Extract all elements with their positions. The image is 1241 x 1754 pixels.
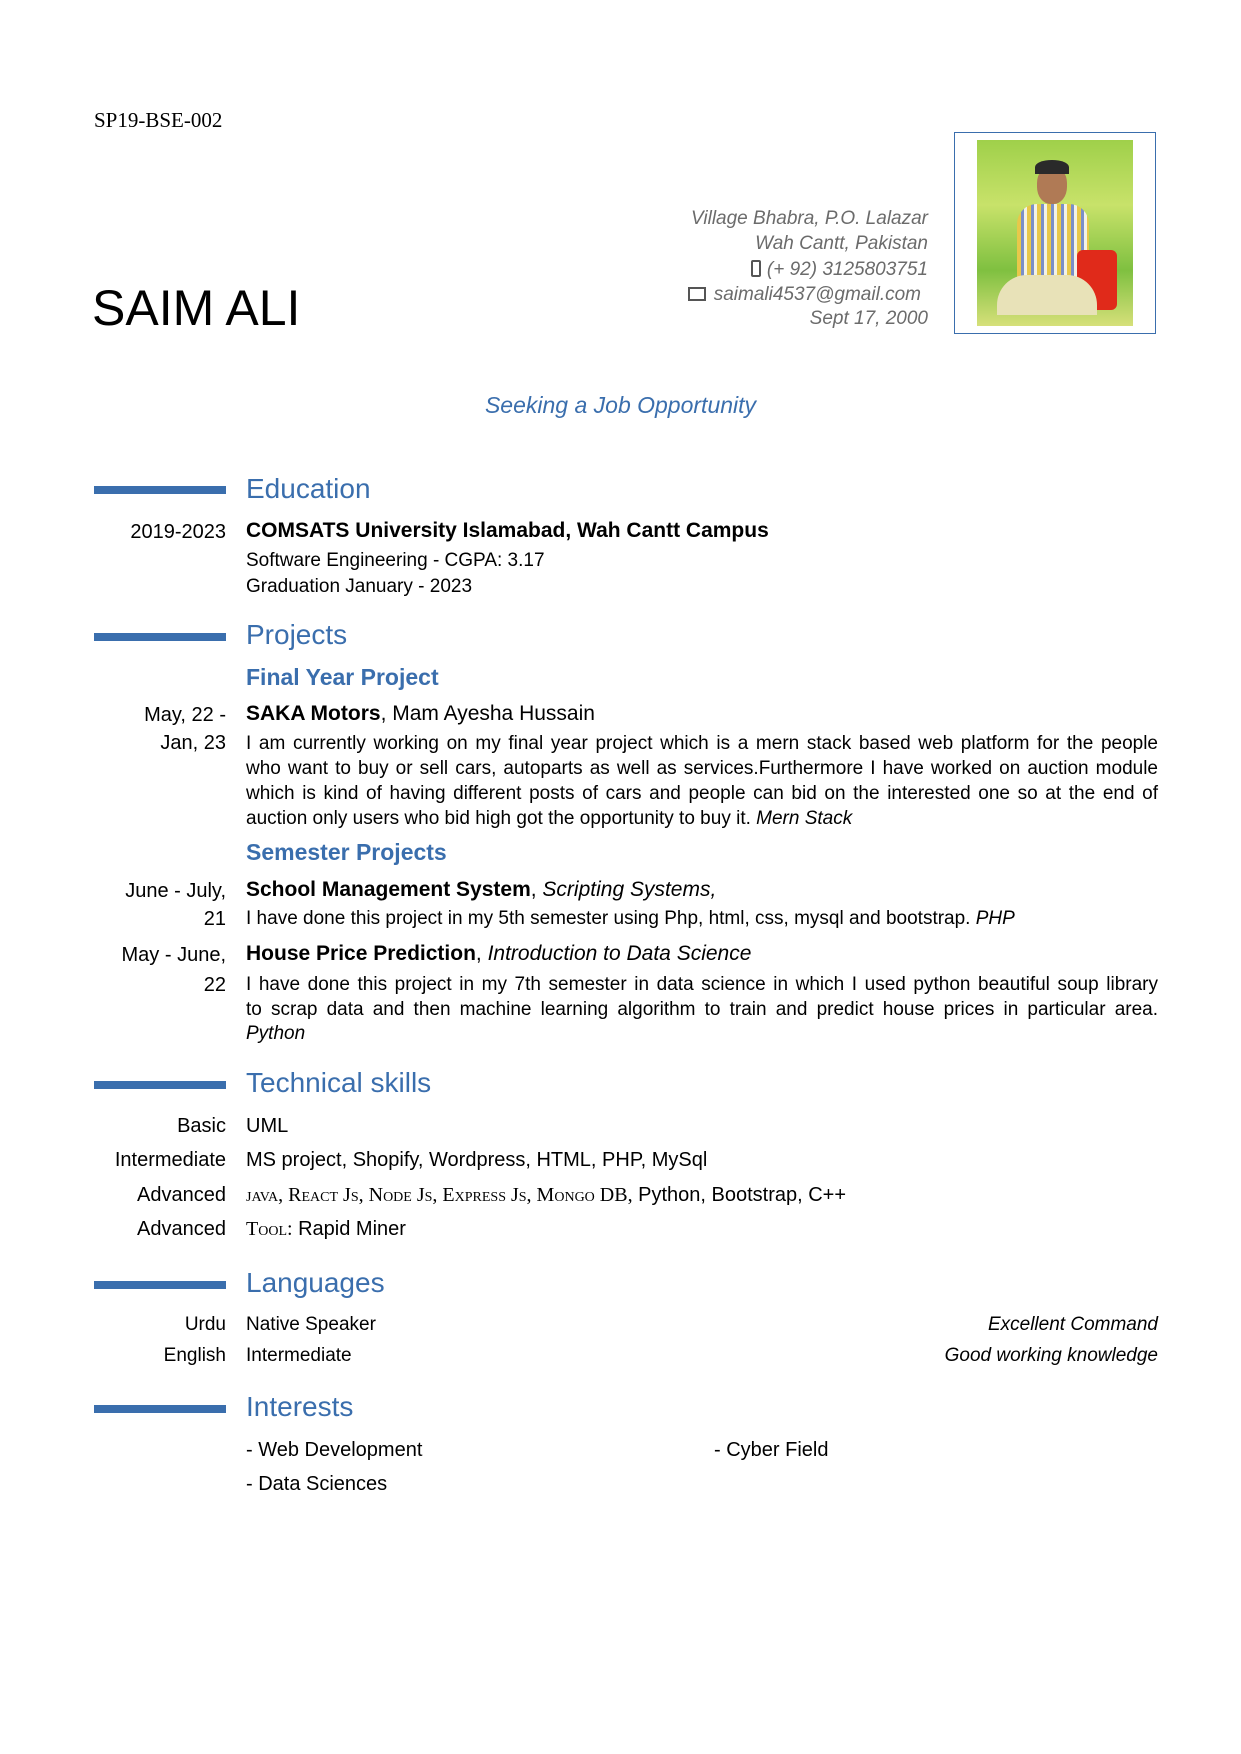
section-title-skills: Technical skills: [246, 1067, 432, 1098]
skill-items: Tool:: [246, 1218, 293, 1240]
phone-icon: [751, 260, 761, 277]
student-id: SP19-BSE-002: [94, 108, 223, 132]
project-name: SAKA Motors: [246, 702, 381, 725]
address-line-1: Village Bhabra, P.O. Lalazar: [691, 208, 928, 229]
language-level: Intermediate: [246, 1345, 352, 1366]
language-name: English: [163, 1345, 226, 1366]
graduation: Graduation January - 2023: [246, 576, 473, 597]
project-date-start: May, 22 -: [144, 704, 226, 726]
project-date-start: June - July,: [125, 880, 226, 902]
skill-items: Python, Bootstrap, C++: [632, 1184, 847, 1206]
career-objective: Seeking a Job Opportunity: [484, 392, 757, 418]
subsection-final-year: Final Year Project: [246, 664, 439, 690]
profile-photo: [954, 132, 1156, 334]
email-link[interactable]: saimali4537@gmail.com: [713, 284, 921, 305]
skill-level: Advanced: [137, 1184, 226, 1206]
interest-item: - Web Development: [246, 1439, 423, 1461]
section-title-interests: Interests: [246, 1391, 354, 1422]
project-description-line: I am currently working on my final year project which is a mern stack based web platform for the people: [246, 733, 1158, 754]
candidate-name: SAIM ALI: [92, 280, 301, 336]
skill-items: java, React Js, Node Js, Express Js, Mongo DB,: [246, 1184, 633, 1206]
project-name: School Management System: [246, 878, 531, 901]
project-tech: Python: [246, 1023, 306, 1044]
section-divider: [94, 1405, 226, 1413]
project-course: Scripting Systems,: [542, 878, 717, 901]
project-description-line: to scrap data and then machine learning algorithm to train and predict house prices in particular area.: [246, 999, 1158, 1020]
project-date-end: 21: [203, 908, 226, 930]
degree: Software Engineering - CGPA: 3.17: [246, 550, 545, 571]
section-title-projects: Projects: [246, 619, 348, 650]
section-divider: [94, 1281, 226, 1289]
email-icon: [688, 287, 706, 301]
section-divider: [94, 633, 226, 641]
section-title-education: Education: [246, 473, 371, 504]
project-description-line: I have done this project in my 5th semester using Php, html, css, mysql and bootstrap.: [246, 908, 971, 929]
project-date-start: May - June,: [121, 944, 226, 966]
address-line-2: Wah Cantt, Pakistan: [755, 233, 928, 254]
project-tech: PHP: [975, 908, 1015, 929]
phone: (+ 92) 3125803751: [766, 259, 928, 280]
project-description-line: which is kind of having different posts of cars and people can bid on the interested one so at the end of: [246, 783, 1158, 804]
school-name: COMSATS University Islamabad, Wah Cantt Campus: [246, 519, 769, 542]
skill-items: UML: [246, 1115, 289, 1137]
project-name: House Price Prediction: [246, 942, 476, 965]
skill-items: MS project, Shopify, Wordpress, HTML, PHP, MySql: [246, 1149, 708, 1171]
section-divider: [94, 1081, 226, 1089]
skill-level: Basic: [177, 1115, 226, 1137]
interest-item: - Data Sciences: [246, 1473, 388, 1495]
skill-level: Advanced: [137, 1218, 226, 1240]
language-name: Urdu: [184, 1314, 226, 1335]
project-supervisor: , Mam Ayesha Hussain: [380, 702, 595, 725]
language-note: Good working knowledge: [944, 1345, 1158, 1366]
project-date-end: 22: [203, 974, 226, 996]
section-divider: [94, 486, 226, 494]
language-note: Excellent Command: [987, 1314, 1158, 1335]
date-of-birth: Sept 17, 2000: [809, 308, 928, 329]
project-description-line: I have done this project in my 7th semester in data science in which I used python beautiful soup library: [246, 974, 1158, 995]
interest-item: - Cyber Field: [714, 1439, 829, 1461]
subsection-semester: Semester Projects: [246, 839, 447, 865]
project-tech: Mern Stack: [756, 808, 853, 829]
project-description-line: auction only users who bid high got the opportunity to buy it.: [246, 808, 751, 829]
section-title-languages: Languages: [246, 1267, 385, 1298]
project-course: Introduction to Data Science: [487, 942, 752, 965]
education-date: 2019-2023: [130, 521, 226, 543]
project-date-end: Jan, 23: [160, 732, 226, 754]
skill-items: Rapid Miner: [292, 1218, 406, 1240]
skill-level: Intermediate: [114, 1149, 226, 1171]
language-level: Native Speaker: [246, 1314, 376, 1335]
project-description-line: who want to buy or sell cars, autoparts as well as services.Furthermore I have worked on auction module: [246, 758, 1158, 779]
